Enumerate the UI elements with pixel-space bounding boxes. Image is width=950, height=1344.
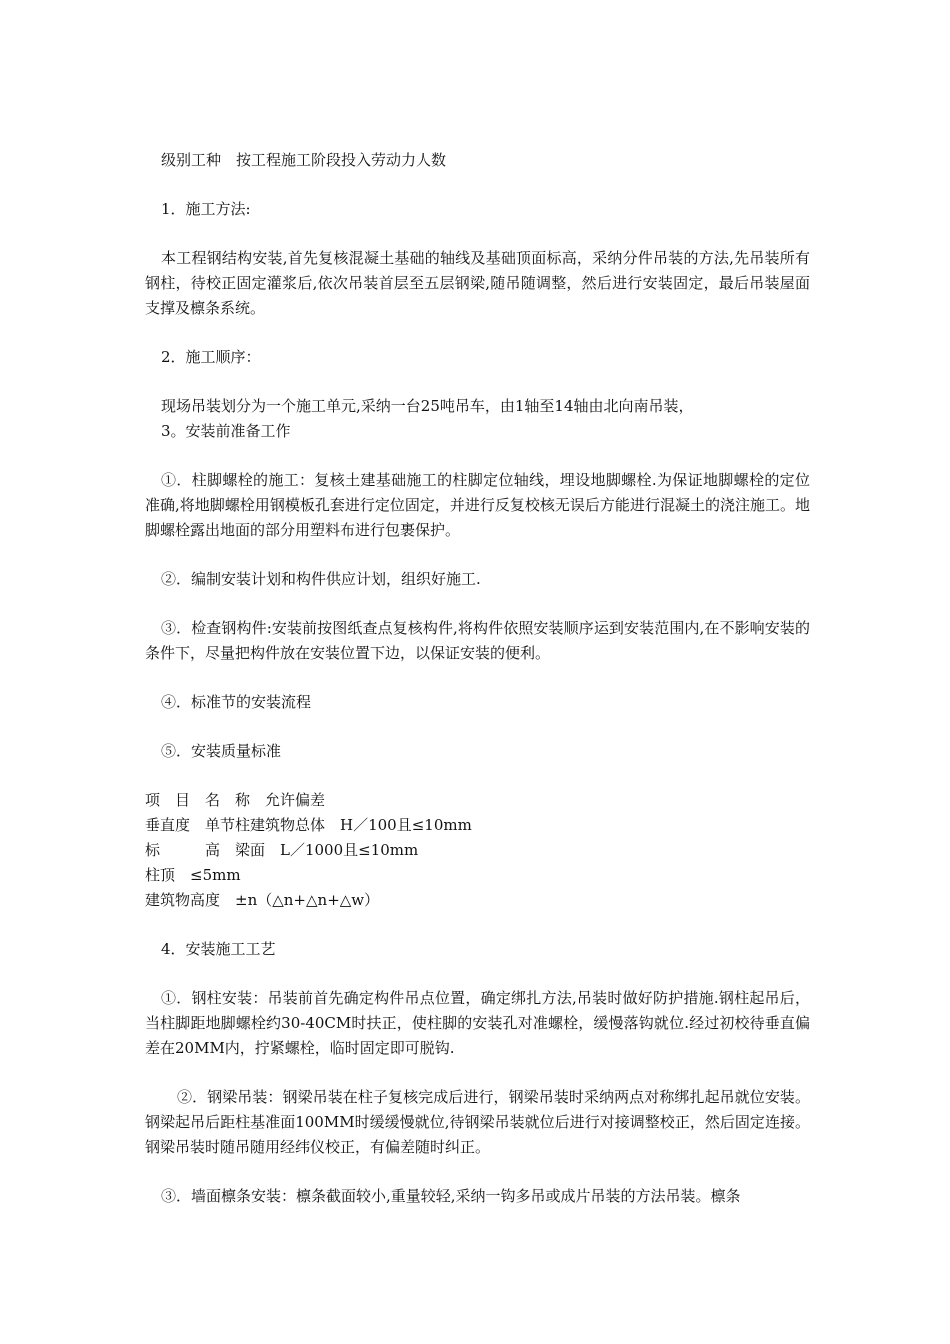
section-4-item-3: ③．墙面檩条安装：檩条截面较小,重量较轻,采纳一钩多吊或成片吊装的方法吊装。檩条 <box>161 1187 741 1205</box>
section-3-item-4: ④．标准节的安装流程 <box>161 693 312 711</box>
section-3-item-5: ⑤．安装质量标准 <box>161 742 282 760</box>
section-3-item-2: ②．编制安装计划和构件供应计划，组织好施工. <box>161 570 481 588</box>
table-line: 柱顶 ≤5mm <box>145 866 241 884</box>
heading-line: 级别工种 按工程施工阶段投入劳动力人数 <box>161 151 447 169</box>
section-2-title: 2．施工顺序： <box>161 348 261 366</box>
document-page <box>145 148 810 1209</box>
section-3-item-3: ③．检查钢构件:安装前按图纸查点复核构件,将构件依照安装顺序运到安装范围内,在不影响安装的条件下，尽量把构件放在安装位置下边，以保证安装的便利。 <box>145 619 810 662</box>
section-4-title: 4．安装施工工艺 <box>161 940 276 958</box>
section-4-item-2: ②．钢梁吊装：钢梁吊装在柱子复核完成后进行，钢梁吊装时采纳两点对称绑扎起吊就位安装。钢梁起吊后距柱基准面100MM时缓缓慢就位,待钢梁吊装就位后进行对接调整校正，然后固定连接。钢梁吊装时随吊随用经纬仪校正，有偏差随时纠正。 <box>145 1088 810 1156</box>
section-3-title: 3。安装前准备工作 <box>161 422 291 440</box>
table-line: 建筑物高度 ±n（△n+△n+△w） <box>145 891 380 909</box>
table-line: 项 目 名 称 允许偏差 <box>145 791 326 809</box>
table-line: 标 高 梁面 L／1000且≤10mm <box>145 841 419 859</box>
section-1-body: 本工程钢结构安装,首先复核混凝土基础的轴线及基础顶面标高，采纳分件吊装的方法,先吊装所有钢柱，待校正固定灌浆后,依次吊装首层至五层钢梁,随吊随调整，然后进行安装固定，最后吊装屋面支撑及檩条系统。 <box>145 249 810 317</box>
section-4-item-1: ①．钢柱安装：吊装前首先确定构件吊点位置，确定绑扎方法,吊装时做好防护措施.钢柱起吊后，当柱脚距地脚螺栓约30-40CM时扶正，使柱脚的安装孔对准螺栓，缓慢落钩就位.经过初校待垂直偏差在20MM内，拧紧螺栓，临时固定即可脱钩. <box>145 989 810 1057</box>
section-2-body: 现场吊装划分为一个施工单元,采纳一台25吨吊车，由1轴至14轴由北向南吊装， <box>161 397 694 415</box>
table-line: 垂直度 单节柱建筑物总体 H／100且≤10mm <box>145 816 472 834</box>
section-1-title: 1．施工方法: <box>161 200 251 218</box>
section-3-item-1: ①．柱脚螺栓的施工：复核土建基础施工的柱脚定位轴线，埋设地脚螺栓.为保证地脚螺栓的定位准确,将地脚螺栓用钢模板孔套进行定位固定，并进行反复校核无误后方能进行混凝土的浇注施工。地脚螺栓露出地面的部分用塑料布进行包裹保护。 <box>145 471 810 539</box>
